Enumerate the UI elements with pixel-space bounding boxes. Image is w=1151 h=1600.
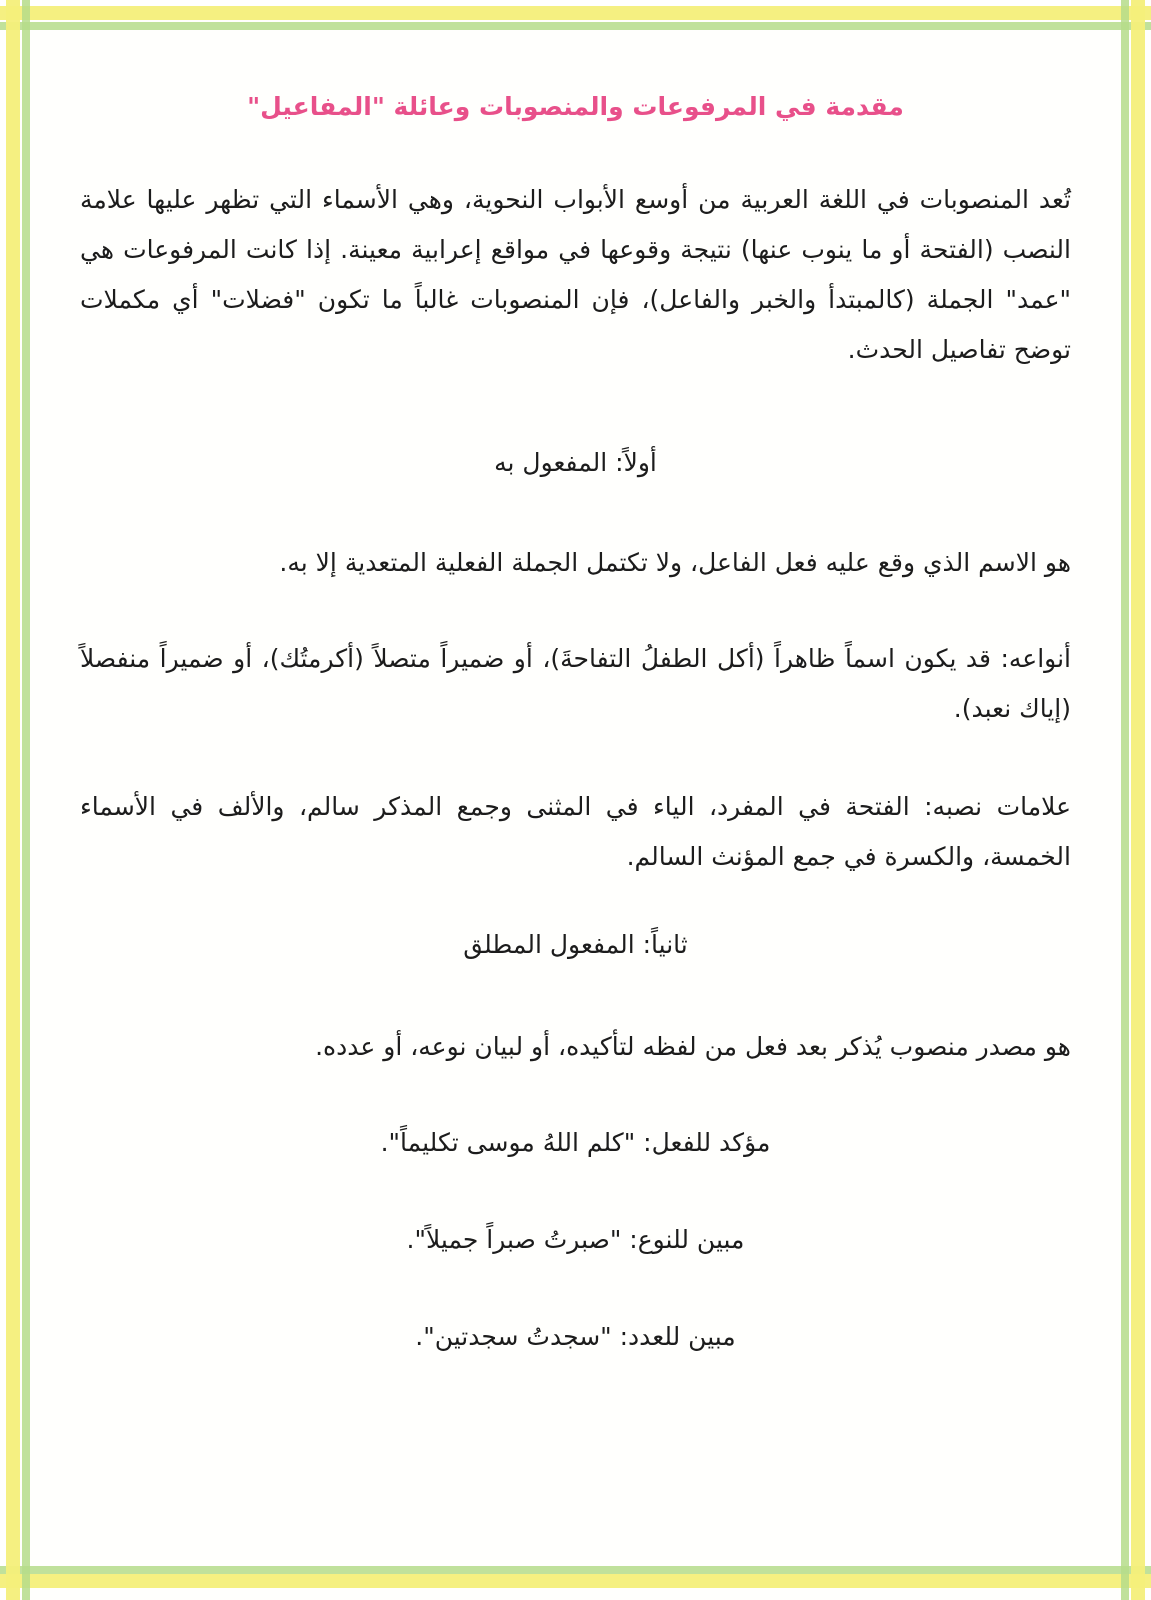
section1-types: أنواعه: قد يكون اسماً ظاهراً (أكل الطفلُ التفاحةَ)، أو ضميراً متصلاً (أكرمتُك)، أو ضميراً منفصلاً (إياك نعبد).	[80, 644, 1071, 723]
example-type: مبين للنوع: "صبرتُ صبراً جميلاً".	[406, 1225, 745, 1254]
example-count: مبين للعدد: "سجدتُ سجدتين".	[415, 1322, 736, 1351]
section1-heading: أولاً: المفعول به	[494, 448, 657, 477]
document-body	[80, 0, 1071, 1600]
example-emphasis: مؤكد للفعل: "كلم اللهُ موسى تكليماً".	[380, 1128, 771, 1157]
intro-paragraph: تُعد المنصوبات في اللغة العربية من أوسع الأبواب النحوية، وهي الأسماء التي تظهر عليها علامة النصب (الفتحة أو ما ينوب عنها) نتيجة وقوعها في مواقع إعرابية معينة. إذا كانت المرفوعات هي "عمد" الجملة (كالمبتدأ والخبر والفاعل)، فإن المنصوبات غالباً ما تكون "فضلات" أي مكملات توضح تفاصيل الحدث.	[80, 185, 1071, 364]
section1-definition: هو الاسم الذي وقع عليه فعل الفاعل، ولا تكتمل الجملة الفعلية المتعدية إلا به.	[279, 548, 1071, 577]
section2-definition: هو مصدر منصوب يُذكر بعد فعل من لفظه لتأكيده، أو لبيان نوعه، أو عدده.	[315, 1032, 1071, 1061]
page-title: مقدمة في المرفوعات والمنصوبات وعائلة "المفاعيل"	[247, 92, 904, 121]
section2-heading: ثانياً: المفعول المطلق	[463, 930, 688, 959]
section1-marks: علامات نصبه: الفتحة في المفرد، الياء في المثنى وجمع المذكر سالم، والألف في الأسماء الخمسة، والكسرة في جمع المؤنث السالم.	[80, 792, 1071, 871]
